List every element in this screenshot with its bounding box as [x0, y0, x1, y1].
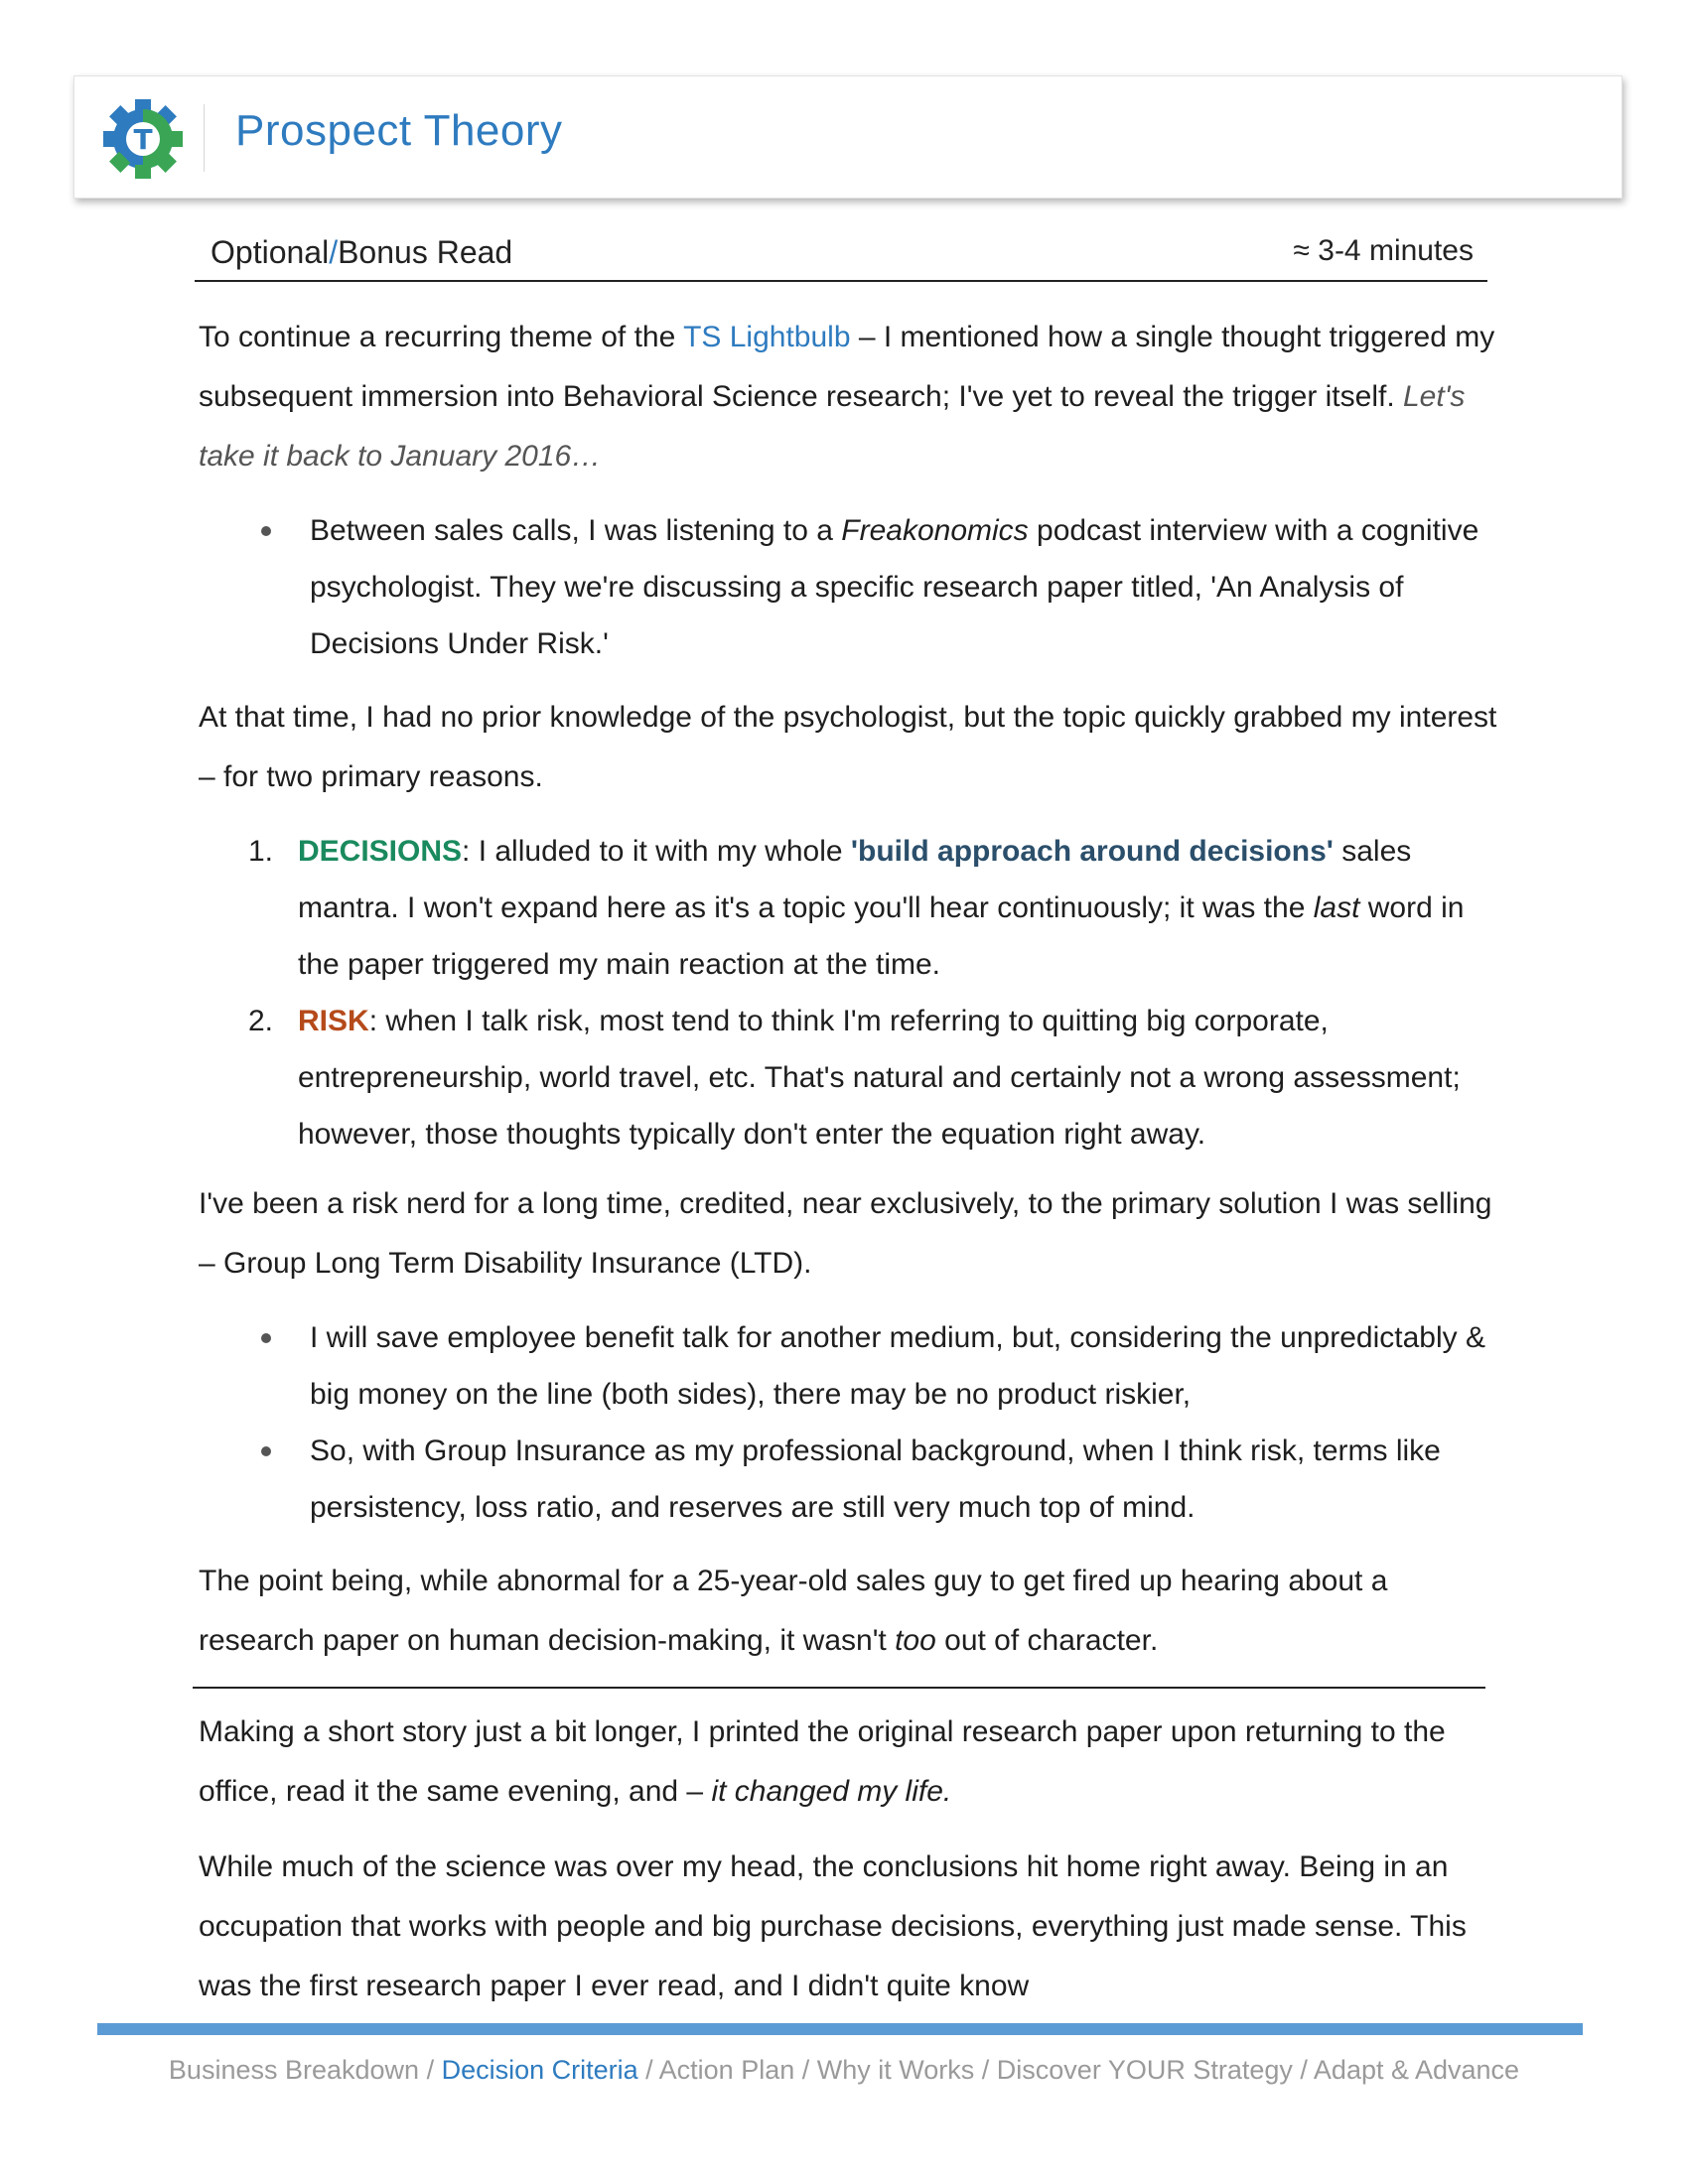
ts-lightbulb-link[interactable]: TS Lightbulb	[683, 321, 851, 353]
footer-separator: /	[974, 2055, 997, 2085]
footer-link-business-breakdown[interactable]: Business Breakdown	[168, 2055, 420, 2085]
gear-logo-icon	[100, 96, 186, 182]
paragraph-intro	[199, 308, 1499, 486]
list-number: 2.	[248, 1005, 274, 1037]
text: word in the paper triggered my main reaction at the time.	[298, 891, 1465, 981]
footer-separator: /	[794, 2055, 817, 2085]
text: Between sales calls, I was listening to a	[310, 514, 842, 547]
svg-text:T: T	[133, 123, 153, 156]
text: : when I talk risk, most tend to think I'm referring to quitting big corporate, entrepreneurship, world travel, etc. That's natural and certainly not a wrong assessment; however, those thoughts typically don't enter the equation right away.	[298, 1005, 1461, 1151]
reading-type-slash: /	[329, 234, 339, 270]
italic-text: too	[895, 1624, 936, 1657]
italic-text: Let's take it back to January 2016…	[199, 380, 1466, 473]
italic-text: it changed my life.	[711, 1775, 952, 1808]
reading-type-bonus: Bonus Read	[338, 234, 513, 270]
footer-link-action-plan[interactable]: Action Plan	[658, 2055, 795, 2085]
text: Making a short story just a bit longer, I printed the original research paper upon returning to the office, read it the same evening, and –	[199, 1715, 1446, 1808]
list-item	[199, 823, 1499, 993]
paragraph-risk-nerd: I've been a risk nerd for a long time, credited, near exclusively, to the primary solution I was selling – Group Long Term Disability Insurance (LTD).	[199, 1187, 1492, 1280]
section-divider	[193, 1687, 1485, 1689]
quote-mark: '	[1326, 835, 1334, 868]
footer-bar	[97, 2023, 1583, 2035]
footer-link-decision-criteria[interactable]: Decision Criteria	[441, 2055, 638, 2085]
paragraph-reasons: At that time, I had no prior knowledge of the psychologist, but the topic quickly grabbed my interest – for two primary reasons.	[199, 701, 1497, 793]
paragraph-point	[199, 1552, 1499, 1671]
bullet-list-insurance	[199, 1309, 1499, 1536]
list-item	[199, 993, 1499, 1162]
text: sales mantra. I won't expand here as it's a topic you'll hear continuously; it was the	[298, 835, 1412, 924]
text: – I mentioned how a single thought triggered my subsequent immersion into Behavioral Science research; I've yet to reveal the trigger itself.	[199, 321, 1495, 413]
reading-time: ≈ 3-4 minutes	[1293, 234, 1474, 267]
list-item	[199, 1423, 1499, 1536]
footer-link-adapt-advance[interactable]: Adapt & Advance	[1313, 2055, 1520, 2085]
text: podcast interview with a cognitive psychologist. They we're discussing a specific research paper titled, 'An Analysis of Decisions Under Risk.'	[310, 514, 1479, 660]
italic-text: last	[1313, 891, 1360, 924]
text: So, with Group Insurance as my professional background, when I think risk, terms like persistency, loss ratio, and reserves are still very much top of mind.	[310, 1434, 1441, 1524]
keyword-decisions: DECISIONS	[298, 835, 463, 868]
list-number: 1.	[248, 835, 274, 868]
paragraph-story	[199, 1703, 1499, 1822]
footer-link-discover-your-strategy[interactable]: Discover YOUR Strategy	[996, 2055, 1293, 2085]
quote-mark: '	[850, 835, 859, 868]
subheader	[195, 228, 1487, 282]
bullet-list-podcast	[199, 502, 1499, 672]
footer-navigation	[0, 2055, 1688, 2086]
footer-separator: /	[1292, 2055, 1314, 2085]
text: The point being, while abnormal for a 25-year-old sales guy to get fired up hearing about a research paper on human decision-making, it wasn't	[199, 1565, 1388, 1657]
italic-text: Freakonomics	[841, 514, 1029, 547]
bullet-icon	[261, 1333, 271, 1343]
paragraph-science: While much of the science was over my head, the conclusions hit home right away. Being in an occupation that works with people and big purchase decisions, everything just made sense. This was the first research paper I ever read, and I didn't quite know	[199, 1850, 1467, 2002]
page-title: Prospect Theory	[235, 106, 563, 155]
reading-type	[211, 234, 512, 271]
footer-separator: /	[637, 2055, 659, 2085]
article-body	[199, 308, 1499, 2032]
numbered-list-reasons	[199, 823, 1499, 1162]
keyword-risk: RISK	[298, 1005, 369, 1037]
reading-type-optional: Optional	[211, 234, 330, 270]
list-item	[199, 1309, 1499, 1423]
bullet-icon	[261, 526, 271, 536]
text: To continue a recurring theme of the	[199, 321, 684, 353]
bullet-icon	[261, 1446, 271, 1456]
text: I will save employee benefit talk for another medium, but, considering the unpredictably & big money on the line (both sides), there may be no product riskier,	[310, 1321, 1485, 1411]
list-item	[199, 502, 1499, 672]
text: : I alluded to it with my whole	[462, 835, 851, 868]
footer-separator: /	[419, 2055, 442, 2085]
text: out of character.	[935, 1624, 1159, 1657]
bold-phrase: build approach around decisions	[858, 835, 1327, 868]
header-card	[73, 75, 1622, 199]
header-divider	[204, 104, 205, 172]
footer-link-why-it-works[interactable]: Why it Works	[816, 2055, 975, 2085]
